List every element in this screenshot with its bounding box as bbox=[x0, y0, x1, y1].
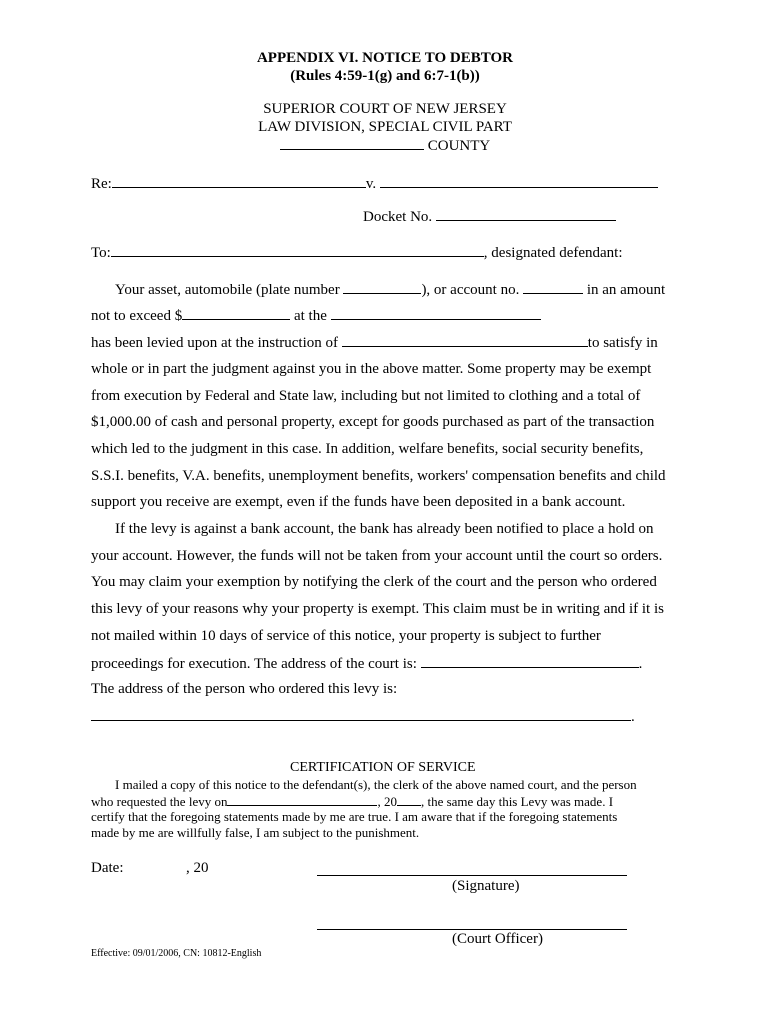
levy-address-blank[interactable] bbox=[91, 708, 631, 721]
court-name: SUPERIOR COURT OF NEW JERSEY bbox=[263, 101, 507, 117]
to-line bbox=[91, 244, 623, 262]
certification-line-1: I mailed a copy of this notice to the defendant(s), the clerk of the above named court, and the person bbox=[115, 777, 637, 792]
versus-label: v. bbox=[365, 176, 377, 192]
re-label: Re: bbox=[91, 176, 112, 192]
certification-line-3: certify that the foregoing statements made by me are true. I am aware that if the foregoing statements bbox=[91, 809, 618, 824]
body-line-2 bbox=[91, 307, 541, 325]
defendant-blank[interactable] bbox=[380, 175, 658, 188]
footer-effective-date: Effective: 09/01/2006, CN: 10812-English bbox=[91, 948, 262, 959]
court-officer-line[interactable] bbox=[317, 929, 627, 930]
re-line bbox=[91, 175, 658, 193]
account-no-text: ), or account no. bbox=[421, 282, 520, 298]
body-line-1 bbox=[115, 281, 665, 299]
document-title: APPENDIX VI. NOTICE TO DEBTOR bbox=[256, 50, 514, 66]
body-line-3 bbox=[91, 334, 658, 352]
court-officer-label: (Court Officer) bbox=[452, 931, 543, 947]
account-number-blank[interactable] bbox=[523, 281, 583, 294]
county-label: COUNTY bbox=[427, 138, 491, 154]
mail-date-blank[interactable] bbox=[227, 793, 377, 806]
body-line-16: The address of the person who ordered this levy is: bbox=[91, 681, 398, 697]
county-line bbox=[280, 137, 490, 155]
body-line-6: $1,000.00 of cash and personal property, except for goods purchased as part of the transaction bbox=[91, 414, 655, 430]
defendant-name-blank[interactable] bbox=[111, 244, 484, 257]
plate-number-blank[interactable] bbox=[343, 281, 421, 294]
body-line-9: support you receive are exempt, even if the funds have been deposited in a bank account. bbox=[91, 494, 626, 510]
levy-address-line: . bbox=[91, 708, 635, 726]
designated-defendant-label: , designated defendant: bbox=[483, 245, 623, 261]
amount-blank[interactable] bbox=[182, 307, 290, 320]
location-blank[interactable] bbox=[331, 307, 541, 320]
signature-line[interactable] bbox=[317, 875, 627, 876]
instruction-of-blank[interactable] bbox=[342, 334, 588, 347]
year-prefix-text: , 20 bbox=[377, 794, 397, 809]
certification-heading: CERTIFICATION OF SERVICE bbox=[290, 760, 476, 775]
amount-text: in an amount bbox=[586, 282, 666, 298]
body-line-5: from execution by Federal and State law, including but not limited to clothing and a total of bbox=[91, 388, 641, 404]
county-blank[interactable] bbox=[280, 137, 424, 150]
body-line-14: not mailed within 10 days of service of this notice, your property is subject to further bbox=[91, 628, 601, 644]
body-line-8: S.S.I. benefits, V.A. benefits, unemployment benefits, workers' compensation benefits and child bbox=[91, 468, 666, 484]
body-line-10: If the levy is against a bank account, the bank has already been notified to place a hold on bbox=[115, 521, 654, 537]
plaintiff-blank[interactable] bbox=[112, 175, 366, 188]
body-line-12: You may claim your exemption by notifying the clerk of the court and the person who ordered bbox=[91, 574, 657, 590]
levied-text: has been levied upon at the instruction of bbox=[91, 335, 339, 351]
court-address-text: proceedings for execution. The address of the court is: bbox=[91, 656, 417, 672]
docket-label: Docket No. bbox=[363, 209, 433, 225]
mail-year-blank[interactable] bbox=[397, 793, 421, 806]
body-line-4: whole or in part the judgment against you in the above matter. Some property may be exempt bbox=[91, 361, 652, 377]
docket-line bbox=[363, 208, 616, 226]
rules-reference: (Rules 4:59-1(g) and 6:7-1(b)) bbox=[290, 68, 480, 84]
at-the-text: at the bbox=[293, 308, 327, 324]
body-line-13: this levy of your reasons why your property is exempt. This claim must be in writing and if it is bbox=[91, 601, 664, 617]
to-label: To: bbox=[91, 245, 111, 261]
docket-number-blank[interactable] bbox=[436, 208, 616, 221]
certification-line-2 bbox=[91, 793, 613, 810]
signature-label: (Signature) bbox=[452, 878, 520, 894]
same-day-text: , the same day this Levy was made. I bbox=[420, 794, 614, 809]
date-year-label: , 20 bbox=[186, 860, 209, 876]
body-line-15: proceedings for execution. The address of the court is: . bbox=[91, 656, 643, 672]
court-division: LAW DIVISION, SPECIAL CIVIL PART bbox=[258, 119, 512, 135]
certification-line-4: made by me are willfully false, I am subject to the punishment. bbox=[91, 825, 420, 840]
to-satisfy-text: to satisfy in bbox=[587, 335, 658, 351]
not-to-exceed-text: not to exceed $ bbox=[91, 308, 183, 324]
date-label: Date: bbox=[91, 860, 124, 876]
court-address-blank[interactable] bbox=[421, 655, 639, 668]
requested-levy-text: who requested the levy on bbox=[91, 794, 228, 809]
plate-number-text: Your asset, automobile (plate number bbox=[115, 282, 340, 298]
body-line-11: your account. However, the funds will not be taken from your account until the court so orders. bbox=[91, 548, 663, 564]
body-line-7: which led to the judgment in this case. In addition, welfare benefits, social security benefits, bbox=[91, 441, 644, 457]
